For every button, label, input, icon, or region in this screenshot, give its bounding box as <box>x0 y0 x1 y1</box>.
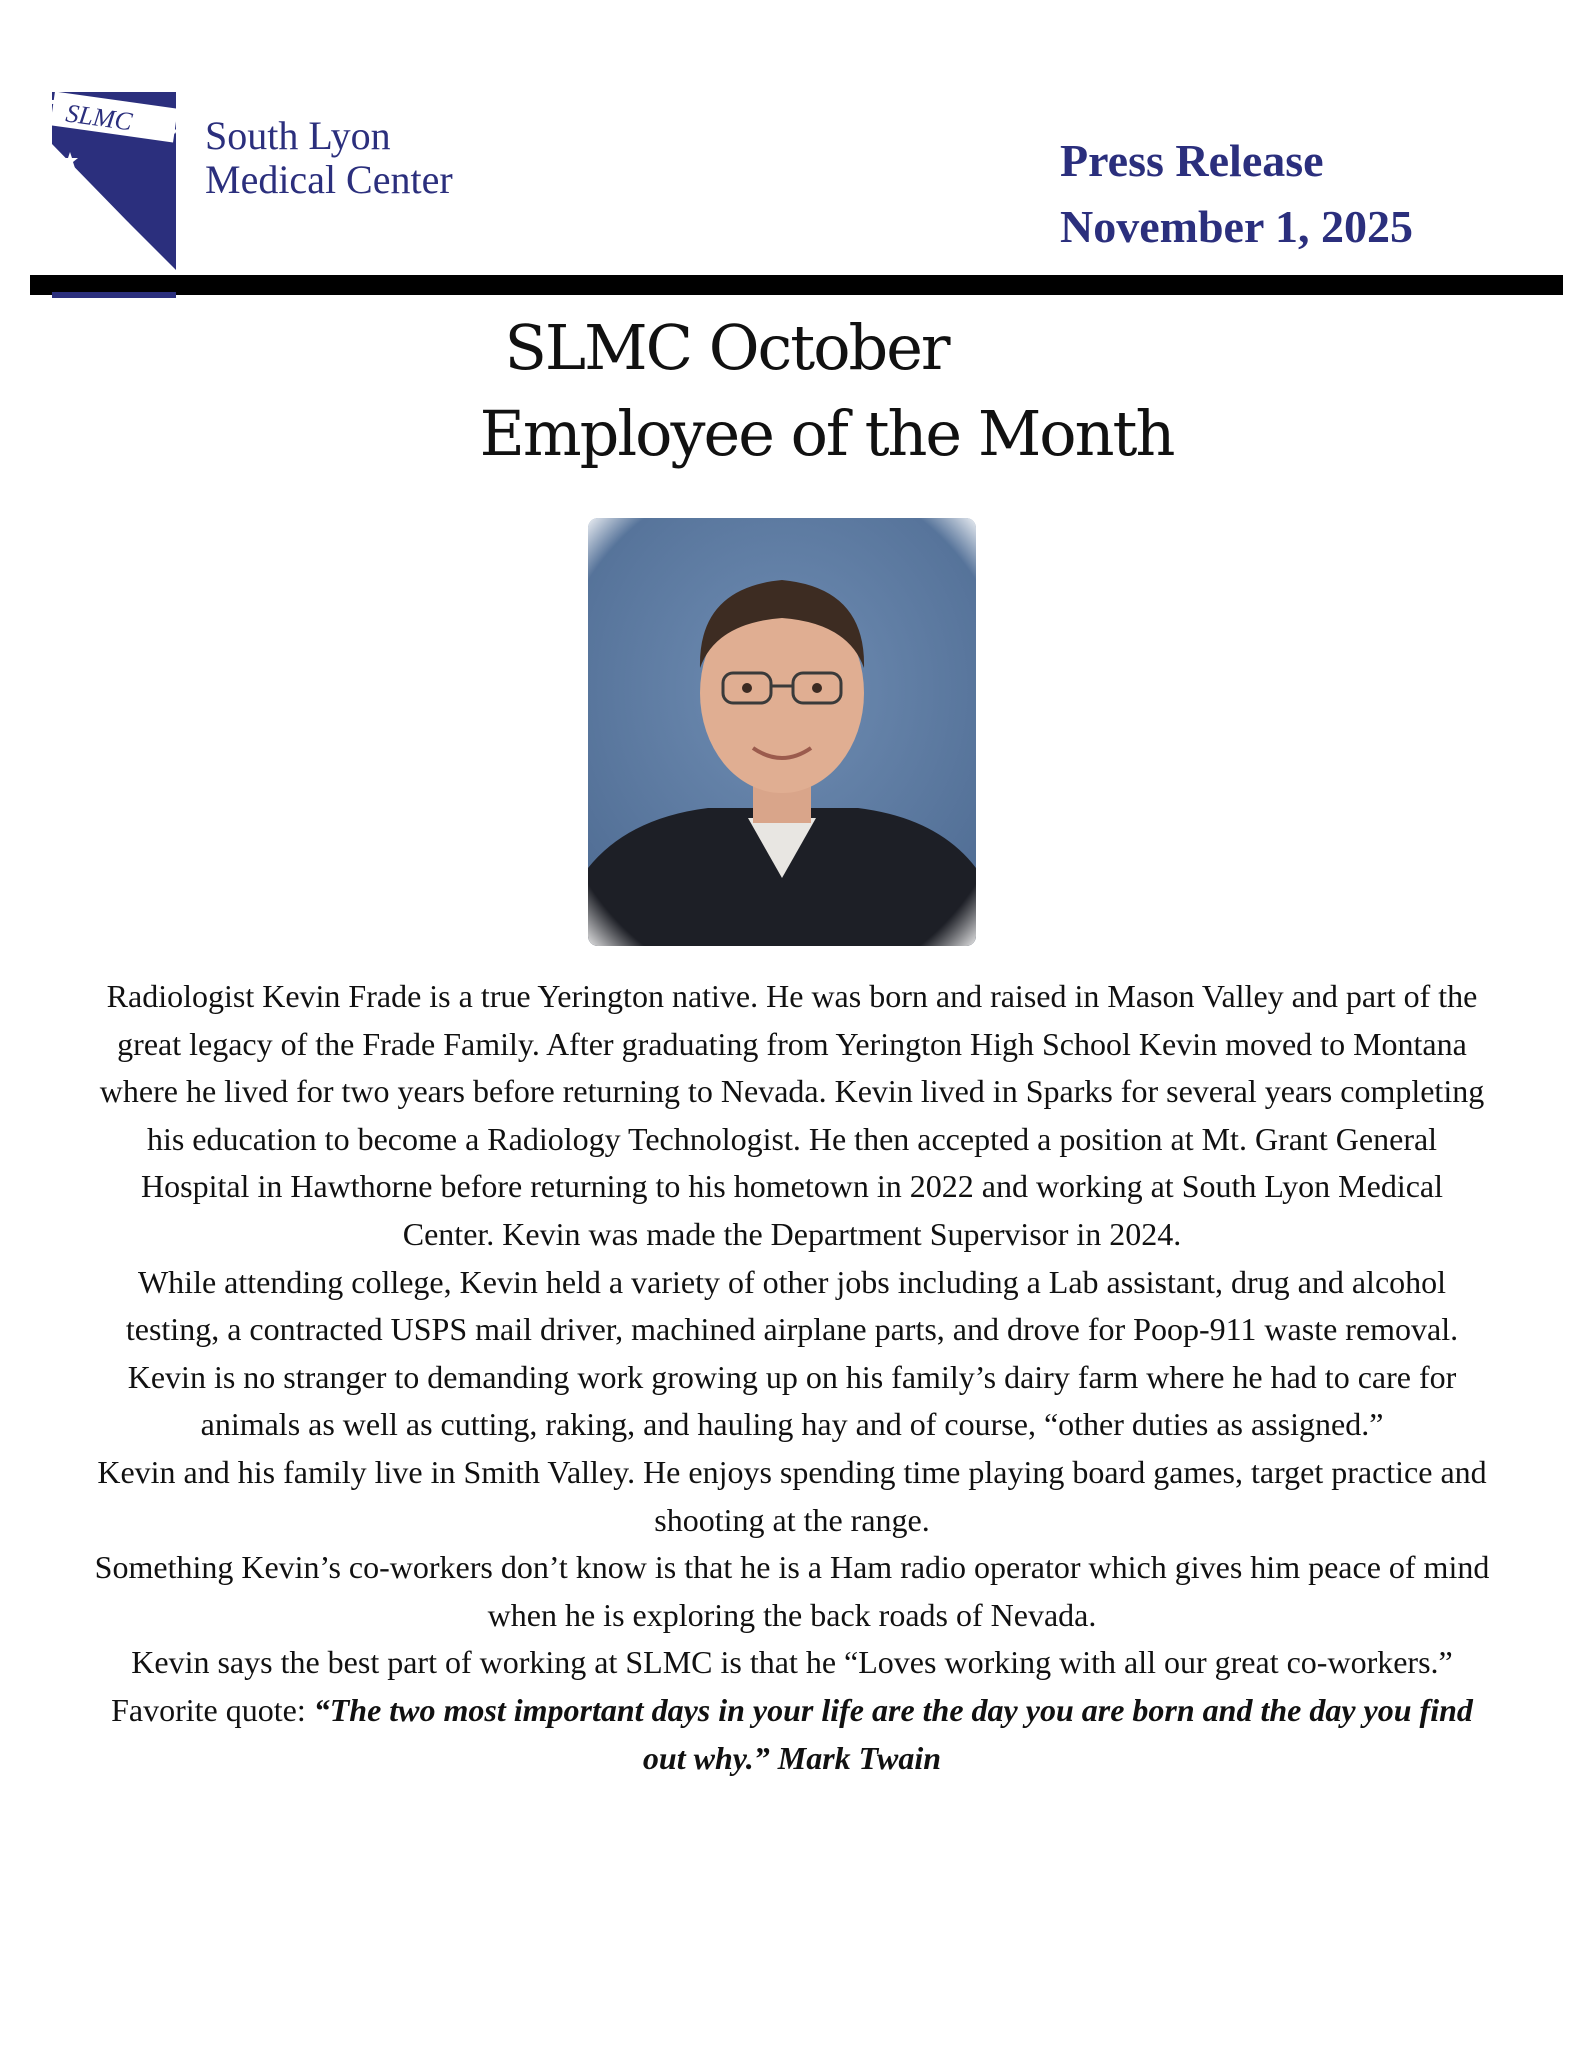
article-paragraph-2: While attending college, Kevin held a variety of other jobs including a Lab assistant, drug and alcohol testing, a contracted USPS mail driver, machined airplane parts, and drove for Poop-911 waste removal. Kevin is no stranger to demanding work growing up on his family’s dairy farm where he had to care for animals as well as cutting, raking, and hauling hay and of course, “other duties as assigned.” <box>125 1263 1459 1443</box>
header-divider-accent <box>52 292 176 298</box>
favorite-quote <box>92 1687 1492 1782</box>
article-paragraph-4: Something Kevin’s co-workers don’t know is that he is a Ham radio operator which gives him peace of mind when he is exploring the back roads of Nevada. <box>94 1549 1490 1633</box>
quote-label: Favorite quote: <box>111 1691 314 1728</box>
org-name <box>205 114 453 202</box>
article-body <box>92 973 1492 1782</box>
article-paragraph-5: Kevin says the best part of working at SLMC is that he “Loves working with all our great co-workers.” <box>131 1644 1453 1681</box>
press-release-label: Press Release <box>1060 135 1324 186</box>
employee-photo <box>588 518 976 946</box>
org-name-line2: Medical Center <box>205 157 453 202</box>
header-divider <box>30 275 1563 295</box>
title-line2: Employee of the Month <box>479 397 1174 470</box>
title-line1: SLMC October <box>504 311 949 384</box>
slmc-logo <box>52 92 176 270</box>
press-release-block <box>1060 128 1413 260</box>
logo-lettering: SLMC <box>64 98 134 137</box>
release-date: November 1, 2025 <box>1060 201 1414 252</box>
org-name-line1: South Lyon <box>205 113 391 158</box>
quote-text: “The two most important days in your life are the day you are born and the day you find out why.” Mark Twain <box>313 1691 1473 1776</box>
article-paragraph-1: Radiologist Kevin Frade is a true Yerington native. He was born and raised in Mason Valley and part of the great legacy of the Frade Family. After graduating from Yerington High School Kevin moved to Montana where he lived for two years before returning to Nevada. Kevin lived in Sparks for several years completing his education to become a Radiology Technologist. He then accepted a position at Mt. Grant General Hospital in Hawthorne before returning to his hometown in 2022 and working at South Lyon Medical Center. Kevin was made the Department Supervisor in 2024. <box>99 978 1485 1252</box>
article-paragraph-3: Kevin and his family live in Smith Valley. He enjoys spending time playing board games, target practice and shooting at the range. <box>97 1453 1487 1538</box>
page-title <box>0 305 1583 477</box>
